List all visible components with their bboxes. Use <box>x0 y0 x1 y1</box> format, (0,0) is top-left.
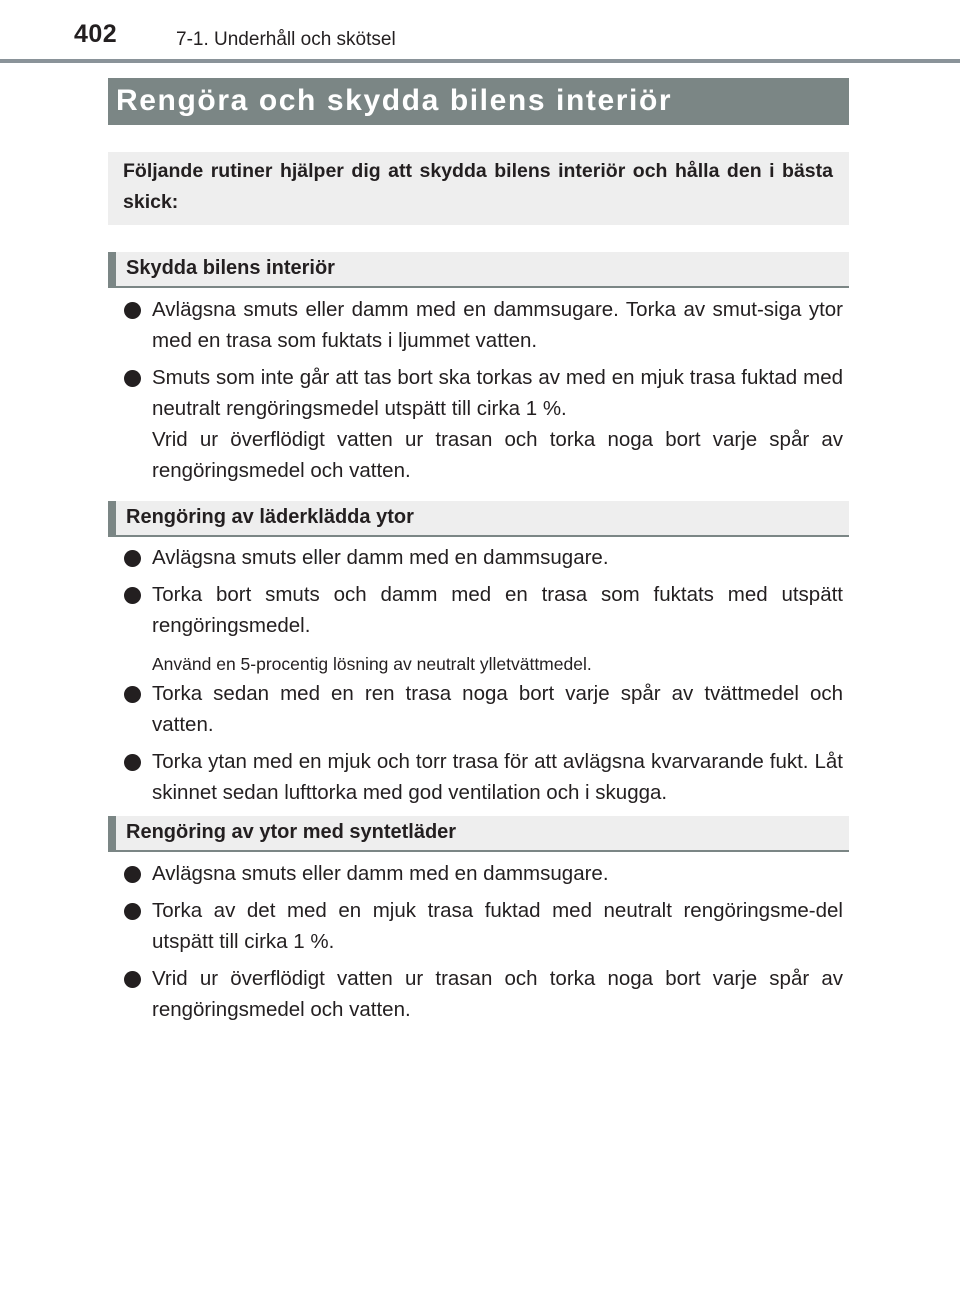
list-item <box>124 542 843 573</box>
page-title-bar <box>108 78 849 125</box>
section-list-synthetic-leather <box>124 858 843 1031</box>
list-item <box>124 963 843 1025</box>
intro-box <box>108 152 849 225</box>
list-item-text: Torka sedan med en ren trasa noga bort varje spår av tvättmedel och vatten. <box>152 682 843 736</box>
section-accent-bar <box>108 252 116 288</box>
list-item <box>124 895 843 957</box>
page-header <box>0 0 960 62</box>
list-item <box>124 362 843 486</box>
list-item-text: Avlägsna smuts eller damm med en dammsugare. Torka av smut-siga ytor med en trasa som fuktats i ljummet vatten. <box>152 298 843 352</box>
section-heading-label: Rengöring av ytor med syntetläder <box>126 821 457 843</box>
bullet-icon <box>124 971 141 988</box>
intro-text: Följande rutiner hjälper dig att skydda bilens interiör och hålla den i bästa skick: <box>123 160 833 213</box>
section-list-protect-interior <box>124 294 843 492</box>
bullet-icon <box>124 587 141 604</box>
list-item-text: Torka av det med en mjuk trasa fuktad med neutralt rengöringsme-del utspätt till cirka 1 %. <box>152 899 843 953</box>
list-item-text: Smuts som inte går att tas bort ska torkas av med en mjuk trasa fuktad med neutralt rengöringsmedel utspätt till cirka 1 %. <box>152 366 843 420</box>
bullet-icon <box>124 686 141 703</box>
header-divider <box>0 59 960 63</box>
bullet-icon <box>124 370 141 387</box>
section-underline <box>108 286 849 288</box>
list-item <box>124 746 843 808</box>
bullet-icon <box>124 550 141 567</box>
section-underline <box>108 850 849 852</box>
list-item <box>124 579 843 641</box>
bullet-icon <box>124 302 141 319</box>
list-item-text: Vrid ur överflödigt vatten ur trasan och torka noga bort varje spår av rengöringsmedel och vatten. <box>152 967 843 1021</box>
list-item-text: Torka bort smuts och damm med en trasa som fuktats med utspätt rengöringsmedel. <box>152 583 843 637</box>
list-item <box>124 678 843 740</box>
section-accent-bar <box>108 501 116 537</box>
section-underline <box>108 535 849 537</box>
list-item-text-continued: Vrid ur överflödigt vatten ur trasan och torka noga bort varje spår av rengöringsmedel och vatten. <box>152 428 843 482</box>
note-text: Använd en 5-procentig lösning av neutralt ylletvättmedel. <box>152 654 592 674</box>
chapter-title: 7-1. Underhåll och skötsel <box>176 29 396 50</box>
section-accent-bar <box>108 816 116 852</box>
list-item <box>124 858 843 889</box>
bullet-icon <box>124 754 141 771</box>
section-heading-label: Rengöring av läderklädda ytor <box>126 506 414 528</box>
bullet-icon <box>124 866 141 883</box>
section-heading-protect-interior <box>108 252 849 286</box>
page-title: Rengöra och skydda bilens interiör <box>116 84 673 117</box>
section-heading-label: Skydda bilens interiör <box>126 257 335 279</box>
list-item-text: Torka ytan med en mjuk och torr trasa för att avlägsna kvarvarande fukt. Låt skinnet sedan lufttorka med god ventilation och i skugga. <box>152 750 843 804</box>
list-item-text: Avlägsna smuts eller damm med en dammsugare. <box>152 546 609 569</box>
section-heading-leather <box>108 501 849 535</box>
page-number: 402 <box>74 20 118 48</box>
list-item-text: Avlägsna smuts eller damm med en dammsugare. <box>152 862 609 885</box>
section-list-leather <box>124 542 843 814</box>
section-heading-synthetic-leather <box>108 816 849 850</box>
bullet-icon <box>124 903 141 920</box>
list-item <box>124 294 843 356</box>
